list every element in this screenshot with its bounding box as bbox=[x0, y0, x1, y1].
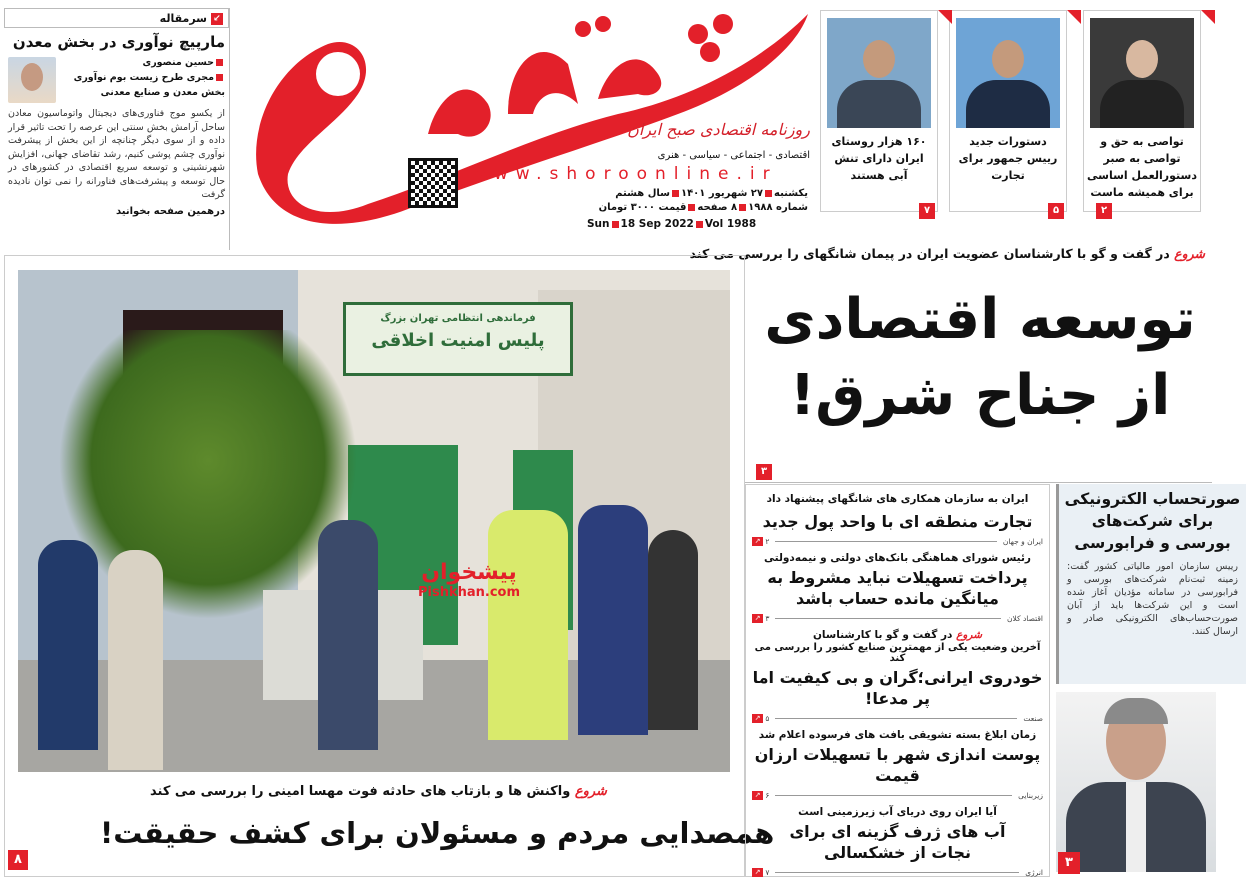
author-role-2: بخش معدن و صنایع معدنی bbox=[100, 87, 225, 98]
news-list bbox=[745, 484, 1050, 877]
news-item[interactable]: رئیس شورای هماهنگی بانک‌های دولتی و نیمه‌دولتی پرداخت تسهیلات نباید مشروط به میانگین مانده حساب باشد اقتصاد کلان ۳ ↗ bbox=[746, 552, 1049, 624]
leader-photo bbox=[1090, 18, 1194, 128]
dateline-en: Sun 18 Sep 2022 Vol 1988 bbox=[587, 218, 757, 230]
divider bbox=[745, 482, 1212, 483]
lead-headline[interactable]: توسعه اقتصادی از جناح شرق! bbox=[764, 287, 1196, 428]
editorial-header bbox=[4, 8, 229, 28]
watermark: پیشخوان Pishkhan.com bbox=[418, 560, 521, 600]
tagline: روزنامه اقتصادی صبح ایران bbox=[627, 120, 810, 139]
read-more-link[interactable]: درهمین صفحه بخوانید bbox=[116, 205, 225, 217]
author-avatar bbox=[8, 57, 56, 103]
official-photo bbox=[956, 18, 1060, 128]
arrow-icon: ↗ bbox=[752, 791, 763, 800]
website-link[interactable]: www.shoroonline.ir bbox=[472, 164, 778, 184]
news-item[interactable]: آیا ایران روی دریای آب زیرزمینی است آب های ژرف گزینه ای برای نجات از خشکسالی انرژی ۷ ↗ bbox=[746, 806, 1049, 878]
police-sign: فرماندهی انتظامی تهران بزرگ پلیس امنیت اخلاقی bbox=[343, 302, 573, 376]
editorial-body: از یکسو موج فناوری‌های دیجیتال واتوماسیون معادن ساحل آرامش بخش سنتی این عرصه را تحت تاثیر قرار داده و از سوی دیگر چنانچه از این بخش از پیشرفت نوآوری چشم پوشی کنیم، رشد تقاضای جهانی، افزایش شهرنشینی و توسعه سریع اقتصادی در کشورهای در حال توسعه و پیشرفت‌های فناورانه را نمی توان نادیده گرفت bbox=[8, 108, 225, 200]
categories: اقتصادی - اجتماعی - سیاسی - هنری bbox=[657, 150, 810, 161]
minister-photo bbox=[827, 18, 931, 128]
lead-page-number: ۳ bbox=[756, 464, 772, 480]
thumb-story-1[interactable]: تواصی به حق و تواصی به صبر دستورالعمل اساسی برای همیشه ماست ۲ bbox=[1083, 10, 1201, 212]
news-item[interactable]: زمان ابلاغ بسته تشویقی بافت های فرسوده اعلام شد پوست اندازی شهر با تسهیلات ارزان قیمت زیربنایی ۶ ↗ bbox=[746, 729, 1049, 801]
lead-kicker: شروع در گفت و گو با کارشناسان عضویت ایران در پیمان شانگهای را بررسی می کند bbox=[689, 246, 1205, 261]
arrow-icon: ↗ bbox=[752, 537, 763, 546]
side-story-title[interactable]: صورتحساب الکترونیکی برای شرکت‌های بورسی و فرابورسی bbox=[1064, 490, 1241, 552]
qr-code[interactable] bbox=[408, 158, 458, 208]
side-story-body: رییس سازمان امور مالیاتی کشور گفت: زمینه ثبت‌نام شرکت‌های بورسی و فرابورسی در سامانه مؤدیان آغاز شده است و این شرکت‌ها باید از آبان صورت‌حساب‌های الکترونیکی صادر و ارسال کنند. bbox=[1067, 561, 1238, 637]
section-label: سرمقاله bbox=[159, 12, 207, 25]
photo-story-headline[interactable]: همصدایی مردم و مسئولان برای کشف حقیقت! bbox=[100, 816, 775, 850]
arrow-icon: ↗ bbox=[752, 714, 763, 723]
side-story-page: ۳ bbox=[1058, 852, 1080, 874]
editorial-title[interactable]: مارپیچ نوآوری در بخش معدن bbox=[12, 33, 225, 51]
arrow-icon: ↗ bbox=[752, 614, 763, 623]
photo-story-page: ۸ bbox=[8, 850, 28, 870]
arrow-icon: ↗ bbox=[752, 868, 763, 877]
dateline-fa: یکشنبه۲۷ شهریور ۱۴۰۱سال هشتم شماره ۱۹۸۸۸ صفحهقیمت ۳۰۰۰ تومان bbox=[598, 188, 808, 213]
author-role: مجری طرح زیست بوم نوآوری bbox=[73, 72, 214, 83]
arrow-icon: ↙ bbox=[211, 13, 223, 25]
news-item[interactable]: ایران به سازمان همکاری های شانگهای پیشنهاد داد تجارت منطقه ای با واحد پول جدید ایران و جهان ۲ ↗ bbox=[746, 493, 1049, 547]
thumb-story-3[interactable]: ۱۶۰ هزار روستای ایران دارای تنش آبی هستند ۷ bbox=[820, 10, 938, 212]
photo-story-kicker: شروع واکنش ها و بازتاب های حادثه فوت مهسا امینی را بررسی می کند bbox=[150, 784, 607, 799]
official-portrait bbox=[1056, 692, 1216, 872]
lead-photo[interactable] bbox=[18, 270, 730, 772]
thumb-story-2[interactable]: دستورات جدید رییس جمهور برای تجارت ۵ bbox=[949, 10, 1067, 212]
side-story[interactable] bbox=[1056, 484, 1246, 684]
editorial-column bbox=[4, 8, 230, 250]
news-item[interactable]: شروع در گفت و گو با کارشناسان آخرین وضعیت یکی از مهمترین صنایع کشور را بررسی می کند خودروی ایرانی؛گران و بی کیفیت اما پر مدعا! صنعت ۵ ↗ bbox=[752, 629, 1043, 723]
author-name: حسین منصوری bbox=[142, 57, 214, 68]
